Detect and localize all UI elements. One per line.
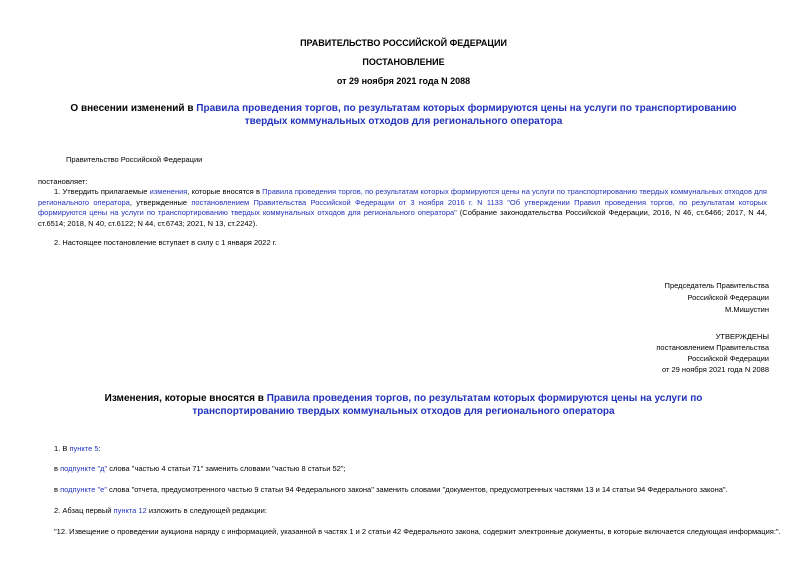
p1-text-1: 1. Утвердить прилагаемые — [54, 187, 150, 196]
change-2 — [54, 506, 267, 517]
signature-block — [665, 280, 769, 316]
document-date-number: от 29 ноября 2021 года N 2088 — [336, 76, 471, 86]
change-2-quote: "12. Извещение о проведении аукциона наряду с информацией, указанной в частях 1 и 2 статьи 42 Федерального закона, содержит электронные документы, в которые включается следующая информация:". — [54, 527, 781, 536]
document-title — [48, 102, 759, 128]
signature-line-1: Председатель Правительства — [664, 281, 769, 290]
change-1a — [54, 464, 346, 475]
resolution-link[interactable]: постановлением Правительства Российской Федерации от 3 ноября 2016 г. N 1133 "Об утверждении Правил проведения торгов, по результатам которых формируются цены на услуги по транспортированию твердых коммунальных отходов для регионального оператора" — [38, 197, 767, 217]
approval-line-2: постановлением Правительства — [656, 343, 769, 352]
p1-text-4: (Собрание законодательства Российской Федерации, 2016, N 46, ст.6466; 2017, N 44, ст.6514; 2018, N 40, ст.6122; N 44, ст.6743; 2021, N 13, ст.2242). — [38, 208, 767, 228]
approval-line-3: Российской Федерации — [687, 354, 769, 363]
changes-title-prefix: Изменения, которые вносятся в — [104, 393, 267, 404]
rules-link[interactable]: Правила проведения торгов, по результатам которых формируются цены на услуги по транспортированию твердых коммунальных отходов для регионального оператора — [38, 187, 767, 207]
signature-line-2: Российской Федерации — [687, 293, 769, 302]
change-2-text-1: 2. Абзац первый — [54, 506, 114, 515]
p1-text-2: , которые вносятся в — [187, 187, 263, 196]
government-heading: ПРАВИТЕЛЬСТВО РОССИЙСКОЙ ФЕДЕРАЦИИ — [300, 38, 507, 48]
changes-title — [64, 392, 743, 418]
p1-text-3: , утвержденные — [129, 197, 192, 207]
document-type: ПОСТАНОВЛЕНИЕ — [362, 57, 445, 67]
approval-block — [656, 331, 769, 375]
decrees-text: постановляет: — [38, 177, 88, 186]
change-1b-text-1: в — [54, 485, 61, 494]
change-1-text-1: 1. В — [54, 444, 70, 453]
change-1a-text-1: в — [54, 464, 61, 473]
subclause-d-link[interactable]: подпункте "д" — [60, 464, 108, 473]
change-1-text-2: : — [98, 444, 101, 453]
paragraph-2: 2. Настоящее постановление вступает в силу с 1 января 2022 г. — [54, 238, 277, 247]
change-1b — [54, 485, 728, 496]
subclause-e-link[interactable]: подпункте "е" — [60, 485, 107, 494]
approval-line-4: от 29 ноября 2021 года N 2088 — [661, 365, 769, 374]
change-1a-text-2: слова "частью 4 статьи 71" заменить словами "частью 8 статьи 52"; — [107, 464, 346, 473]
title-prefix: О внесении изменений в — [70, 103, 197, 114]
changes-title-link[interactable]: Правила проведения торгов, по результатам которых формируются цены на услуги по транспортированию твердых коммунальных отходов для регионального оператора — [192, 393, 703, 417]
paragraph-1 — [38, 187, 767, 229]
intro-text: Правительство Российской Федерации — [66, 155, 203, 164]
change-1b-text-2: слова "отчета, предусмотренного частью 9 статьи 94 Федерального закона" заменить словами "документов, предусмотренных частями 13 и 14 статьи 94 Федерального закона". — [106, 485, 728, 494]
change-2-text-2: изложить в следующей редакции: — [146, 506, 267, 515]
change-1 — [54, 444, 101, 455]
clause-12-link[interactable]: пункта 12 — [113, 506, 147, 515]
clause-5-link[interactable]: пункте 5 — [69, 444, 99, 453]
signature-line-3: М.Мишустин — [725, 305, 769, 314]
approval-line-1: УТВЕРЖДЕНЫ — [715, 332, 769, 341]
changes-link[interactable]: изменения — [149, 187, 188, 196]
title-link[interactable]: Правила проведения торгов, по результатам которых формируются цены на услуги по транспортированию твердых коммунальных отходов для регионального оператора — [196, 103, 737, 127]
